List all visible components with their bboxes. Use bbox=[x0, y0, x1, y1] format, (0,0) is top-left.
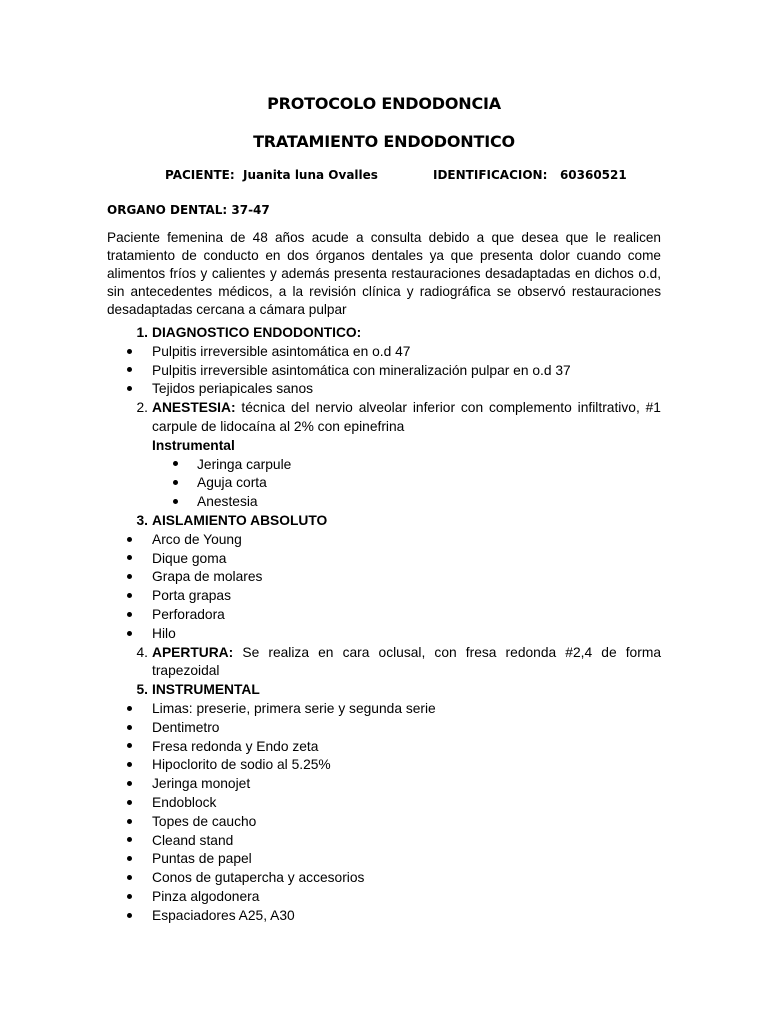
list-item: Limas: preserie, primera serie y segunda serie bbox=[107, 700, 661, 719]
section-number: 5. bbox=[136, 682, 148, 698]
list-item: Fresa redonda y Endo zeta bbox=[107, 738, 661, 757]
bullet-icon bbox=[127, 612, 132, 617]
dental-organ: ORGANO DENTAL: 37-47 bbox=[107, 203, 270, 217]
list-item: Anestesia bbox=[107, 493, 661, 512]
section-aislamiento bbox=[107, 512, 661, 531]
list-item: Endoblock bbox=[107, 794, 661, 813]
intro-paragraph: Paciente femenina de 48 años acude a consulta debido a que desea que le realicen tratamiento de conducto en dos órganos dentales ya que presenta dolor cuando come alimentos fríos y calientes y además presenta restauraciones desadaptadas en dichos o.d, sin antecedentes médicos, a la revisión clínica y radiográfica se observó restauraciones desadaptadas cercana a cámara pulpar bbox=[107, 230, 661, 317]
patient-name: Juanita luna Ovalles bbox=[243, 168, 378, 182]
list-item: Porta grapas bbox=[107, 587, 661, 606]
bullet-icon bbox=[127, 913, 132, 918]
section-number: 2. bbox=[136, 400, 148, 416]
bullet-icon bbox=[127, 367, 132, 372]
list-item: Dique goma bbox=[107, 550, 661, 569]
bullet-icon bbox=[173, 480, 178, 485]
list-item: Arco de Young bbox=[107, 531, 661, 550]
patient-line bbox=[165, 168, 378, 182]
list-item: Jeringa monojet bbox=[107, 775, 661, 794]
section-apertura bbox=[107, 644, 661, 682]
list-item: Espaciadores A25, A30 bbox=[107, 907, 661, 926]
instrumental-subheading: Instrumental bbox=[152, 437, 235, 453]
section-diagnostico bbox=[107, 324, 661, 343]
list-item: Hipoclorito de sodio al 5.25% bbox=[107, 756, 661, 775]
list-item: Puntas de papel bbox=[107, 850, 661, 869]
section-anestesia bbox=[107, 399, 661, 437]
bullet-icon bbox=[127, 875, 132, 880]
section-title: INSTRUMENTAL bbox=[152, 682, 260, 698]
list-item: Conos de gutapercha y accesorios bbox=[107, 869, 661, 888]
section-text: Se realiza en cara oclusal, con fresa redonda #2,4 de forma trapezoidal bbox=[152, 644, 661, 679]
list-item: Hilo bbox=[107, 625, 661, 644]
section-instrumental bbox=[107, 681, 661, 700]
section-title: ANESTESIA: bbox=[152, 400, 236, 416]
list-item: Pinza algodonera bbox=[107, 888, 661, 907]
bullet-icon bbox=[127, 593, 132, 598]
bullet-icon bbox=[127, 386, 132, 391]
bullet-icon bbox=[127, 800, 132, 805]
list-item: Cleand stand bbox=[107, 832, 661, 851]
list-item: Topes de caucho bbox=[107, 813, 661, 832]
list-item: Grapa de molares bbox=[107, 568, 661, 587]
protocol-list bbox=[107, 324, 661, 926]
list-item: Jeringa carpule bbox=[107, 456, 661, 475]
bullet-icon bbox=[127, 743, 132, 748]
bullet-icon bbox=[127, 894, 132, 899]
section-number: 4. bbox=[136, 644, 148, 660]
list-item: Pulpitis irreversible asintomática con mineralización pulpar en o.d 37 bbox=[107, 362, 661, 381]
patient-label: PACIENTE: bbox=[165, 168, 235, 182]
identification-line bbox=[433, 168, 627, 182]
bullet-icon bbox=[127, 706, 132, 711]
section-title: AISLAMIENTO ABSOLUTO bbox=[152, 512, 328, 528]
bullet-icon bbox=[127, 781, 132, 786]
bullet-icon bbox=[173, 499, 178, 504]
section-text: técnica del nervio alveolar inferior con complemento infiltrativo, #1 carpule de lidocaína al 2% con epinefrina bbox=[152, 400, 661, 434]
bullet-icon bbox=[127, 537, 132, 542]
bullet-icon bbox=[127, 856, 132, 861]
bullet-icon bbox=[127, 837, 132, 842]
bullet-icon bbox=[127, 349, 132, 354]
section-title: APERTURA: bbox=[152, 644, 234, 660]
identification-value: 60360521 bbox=[559, 168, 627, 182]
bullet-icon bbox=[127, 555, 132, 560]
list-item: Pulpitis irreversible asintomática en o.d 47 bbox=[107, 343, 661, 362]
bullet-icon bbox=[127, 819, 132, 824]
identification-label: IDENTIFICACION: bbox=[433, 168, 548, 182]
bullet-icon bbox=[127, 574, 132, 579]
list-item: Aguja corta bbox=[107, 474, 661, 493]
bullet-icon bbox=[173, 461, 178, 466]
section-number: 1. bbox=[136, 325, 148, 340]
bullet-icon bbox=[127, 762, 132, 767]
section-number: 3. bbox=[136, 512, 148, 528]
list-item: Tejidos periapicales sanos bbox=[107, 380, 661, 399]
section-title: DIAGNOSTICO ENDODONTICO: bbox=[152, 325, 362, 340]
list-item: Perforadora bbox=[107, 606, 661, 625]
bullet-icon bbox=[127, 631, 132, 636]
list-item: Dentimetro bbox=[107, 719, 661, 738]
bullet-icon bbox=[127, 725, 132, 730]
document-subtitle: TRATAMIENTO ENDODONTICO bbox=[253, 132, 515, 151]
document-title: PROTOCOLO ENDODONCIA bbox=[267, 94, 501, 113]
